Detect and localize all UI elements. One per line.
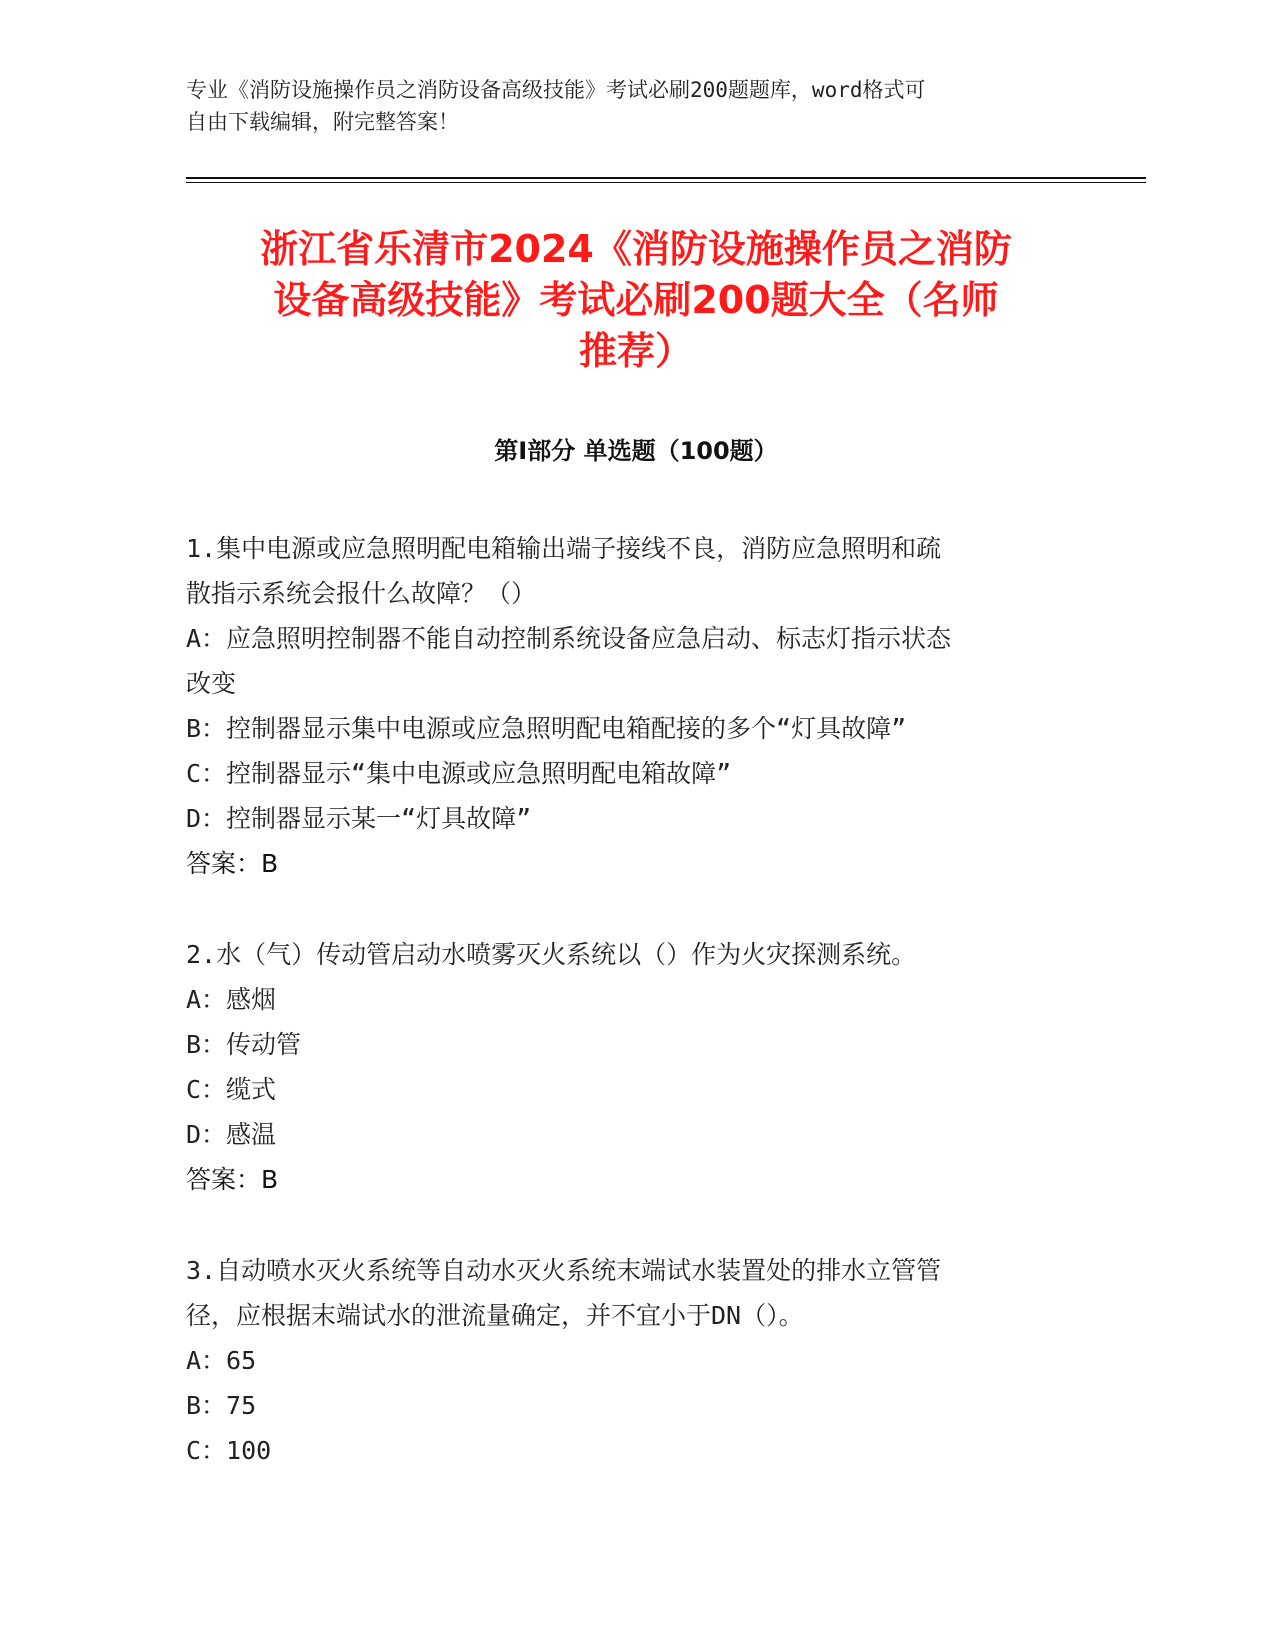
question-text: 散指示系统会报什么故障？（） [186,579,537,608]
option-a: A：65 [186,1346,257,1375]
option-c: C：100 [186,1436,272,1465]
answer: 答案：B [186,1165,279,1194]
option-c: C：控制器显示“集中电源或应急照明配电箱故障” [186,759,732,788]
answer: 答案：B [186,849,279,878]
question-text: 2.水（气）传动管启动水喷雾灭火系统以（）作为火灾探测系统。 [186,940,917,969]
option-d: D：感温 [186,1120,277,1149]
question-text: 1.集中电源或应急照明配电箱输出端子接线不良，消防应急照明和疏 [186,534,942,563]
header-note-line: 专业《消防设施操作员之消防设备高级技能》考试必刷200题题库，word格式可 [186,78,926,102]
header-divider-thin [186,182,1146,183]
question-3 [186,1248,1066,1473]
header-note-line: 自由下载编辑，附完整答案！ [186,110,459,134]
option-a-continued: 改变 [186,669,237,698]
title-line: 浙江省乐清市2024《消防设施操作员之消防 [260,227,1012,271]
header-note [186,74,1066,138]
question-2 [186,932,1066,1202]
option-a: A：感烟 [186,985,277,1014]
title-line: 设备高级技能》考试必刷200题大全（名师 [273,278,999,322]
option-b: B：75 [186,1391,257,1420]
question-text: 径，应根据末端试水的泄流量确定，并不宜小于DN（）。 [186,1301,804,1330]
section-title: 第I部分 单选题（100题） [494,437,778,465]
question-text: 3.自动喷水灭火系统等自动水灭火系统末端试水装置处的排水立管管 [186,1256,942,1285]
header-divider-thick [186,177,1146,179]
option-d: D：控制器显示某一“灯具故障” [186,804,532,833]
title-line: 推荐） [578,329,693,373]
option-b: B：控制器显示集中电源或应急照明配电箱配接的多个“灯具故障” [186,714,907,743]
document-title [186,224,1086,377]
option-c: C：缆式 [186,1075,277,1104]
option-a: A：应急照明控制器不能自动控制系统设备应急启动、标志灯指示状态 [186,624,952,653]
option-b: B：传动管 [186,1030,302,1059]
question-list [186,526,1066,1519]
question-1 [186,526,1066,886]
